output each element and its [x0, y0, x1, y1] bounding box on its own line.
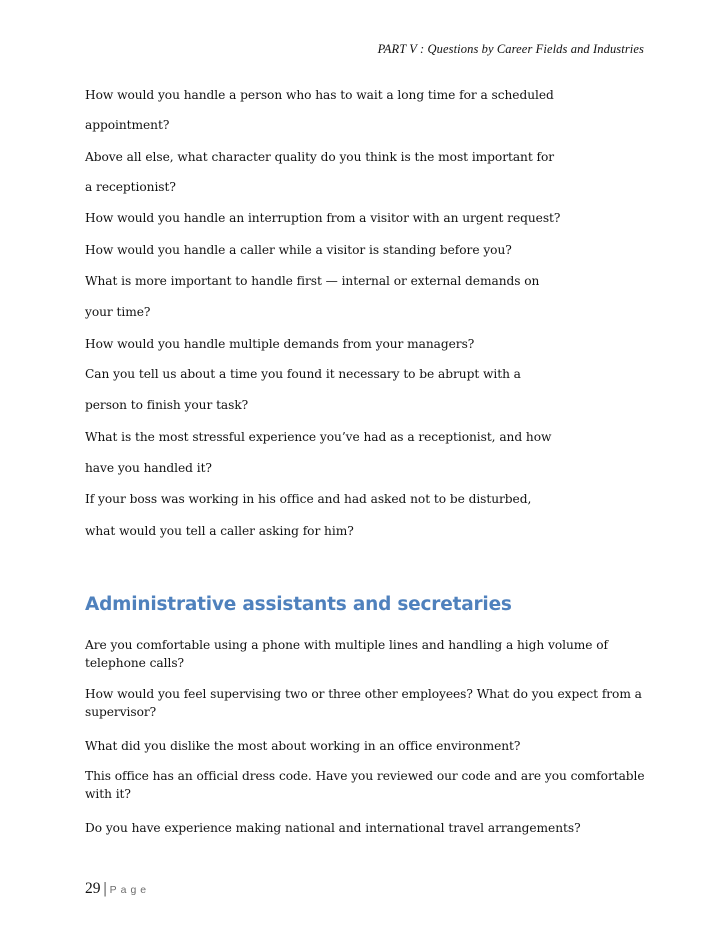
question-line: a receptionist? — [85, 180, 176, 194]
page-number: 29 — [85, 880, 101, 897]
section-question: Do you have experience making national and international travel arrangements? — [85, 821, 581, 835]
question-line: your time? — [85, 305, 151, 319]
question-line: How would you handle a caller while a visitor is standing before you? — [85, 243, 512, 257]
question-line: person to finish your task? — [85, 398, 249, 412]
question-line: How would you handle a person who has to wait a long time for a scheduled — [85, 88, 554, 102]
question-line: If your boss was working in his office and had asked not to be disturbed, — [85, 492, 532, 506]
running-header: PART V : Questions by Career Fields and Industries — [377, 42, 644, 56]
question-line: appointment? — [85, 118, 170, 132]
question-line: How would you handle multiple demands from your managers? — [85, 337, 475, 351]
footer-separator: | — [103, 880, 107, 897]
question-line: Can you tell us about a time you found it necessary to be abrupt with a — [85, 367, 521, 381]
question-line: what would you tell a caller asking for him? — [85, 524, 354, 538]
page-label: Page — [109, 884, 151, 896]
page-footer — [85, 880, 150, 898]
question-line: What is more important to handle first — internal or external demands on — [85, 274, 540, 288]
section-question: What did you dislike the most about working in an office environment? — [85, 739, 521, 753]
question-line: How would you handle an interruption from a visitor with an urgent request? — [85, 211, 561, 225]
section-heading: Administrative assistants and secretaries — [85, 594, 512, 615]
question-line: have you handled it? — [85, 461, 212, 475]
question-line: Above all else, what character quality do you think is the most important for — [85, 150, 555, 164]
section-question: Are you comfortable using a phone with multiple lines and handling a high volume of telephone calls? — [85, 638, 609, 670]
section-question: This office has an official dress code. Have you reviewed our code and are you comfortable with it? — [85, 769, 645, 801]
section-question: How would you feel supervising two or three other employees? What do you expect from a supervisor? — [85, 687, 642, 719]
question-line: What is the most stressful experience you’ve had as a receptionist, and how — [85, 430, 552, 444]
